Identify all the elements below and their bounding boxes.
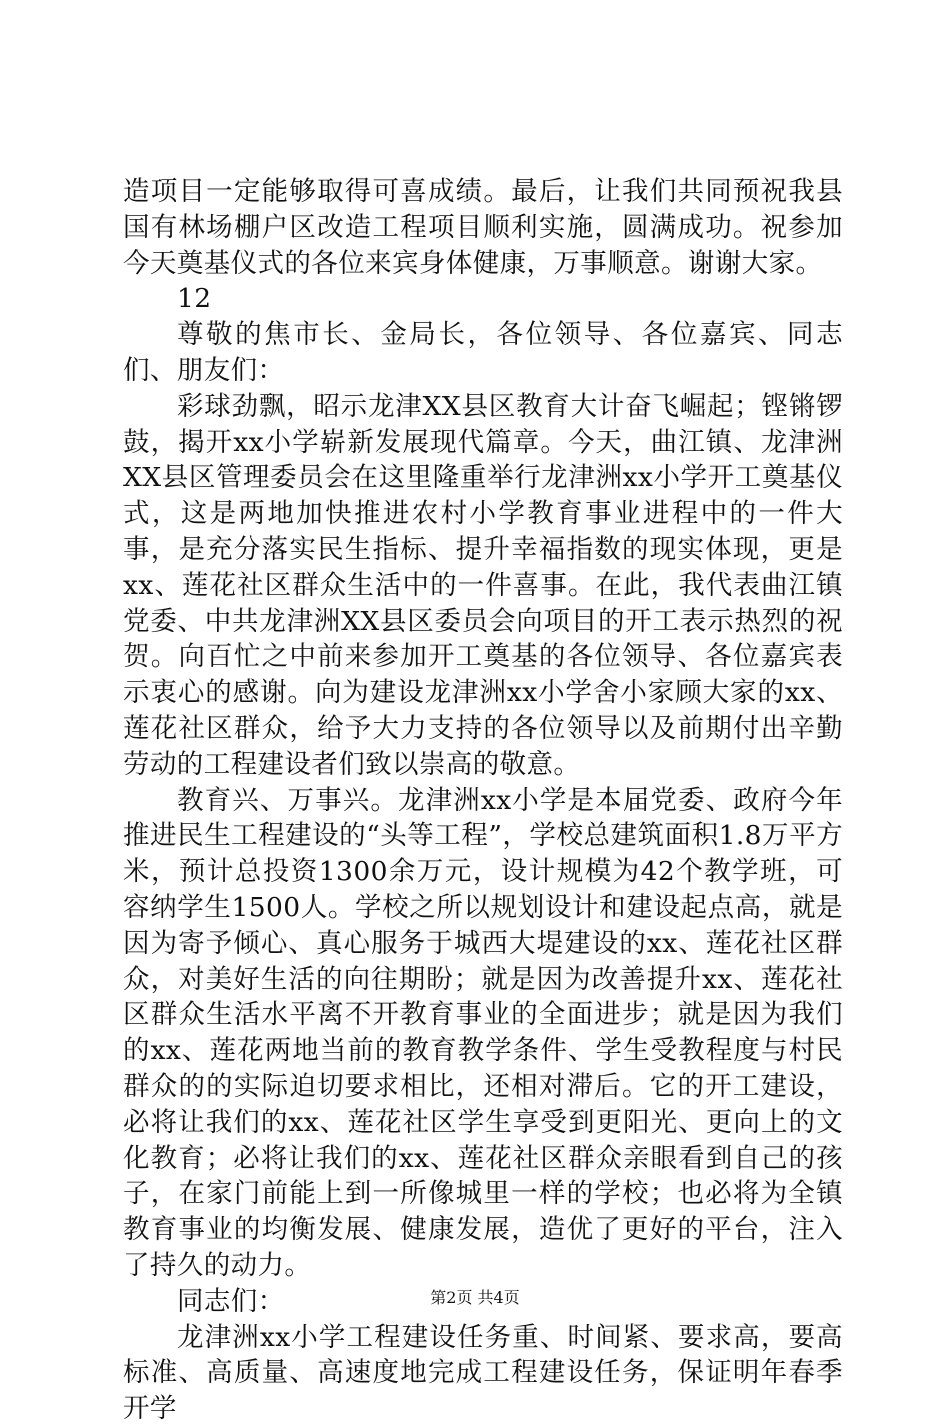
paragraph-closing: 造项目一定能够取得可喜成绩。最后，让我们共同预祝我县国有林场棚户区改造工程项目顺利实施，圆满成功。祝参加今天奠基仪式的各位来宾身体健康，万事顺意。谢谢大家。 [123, 176, 843, 279]
paragraph-opening: 彩球劲飘，昭示龙津XX县区教育大计奋飞崛起；铿锵锣鼓，揭开xx小学崭新发展现代篇章。今天，曲江镇、龙津洲XX县区管理委员会在这里隆重举行龙津洲xx小学开工奠基仪式，这是两地加快推进农村小学教育事业进程中的一件大事，是充分落实民生指标、提升幸福指数的现实体现，更是xx、莲花社区群众生活中的一件喜事。在此，我代表曲江镇党委、中共龙津洲XX县区委员会向项目的开工表示热烈的祝贺。向百忙之中前来参加开工奠基的各位领导、各位嘉宾表示衷心的感谢。向为建设龙津洲xx小学舍小家顾大家的xx、莲花社区群众，给予大力支持的各位领导以及前期付出辛勤劳动的工程建设者们致以崇高的敬意。 [123, 390, 843, 780]
paragraph-comrades: 同志们： [177, 1285, 285, 1317]
page-footer: 第2页 共4页 [430, 1288, 520, 1307]
document-body [123, 174, 843, 1427]
paragraph-tasks: 龙津洲xx小学工程建设任务重、时间紧、要求高，要高标准、高质量、高速度地完成工程建设任务，保证明年春季开学 [123, 1321, 843, 1425]
paragraph-salutation: 尊敬的焦市长、金局长，各位领导、各位嘉宾、同志们、朋友们： [123, 319, 843, 386]
paragraph-number: 12 [177, 283, 212, 315]
paragraph-education: 教育兴、万事兴。龙津洲xx小学是本届党委、政府今年推进民生工程建设的“头等工程”，学校总建筑面积1.8万平方米，预计总投资1300余万元，设计规模为42个教学班，可容纳学生1500人。学校之所以规划设计和建设起点高，就是因为寄予倾心、真心服务于城西大堤建设的xx、莲花社区群众，对美好生活的向往期盼；就是因为改善提升xx、莲花社区群众生活水平离不开教育事业的全面进步；就是因为我们的xx、莲花两地当前的教育教学条件、学生受教程度与村民群众的的实际迫切要求相比，还相对滞后。它的开工建设，必将让我们的xx、莲花社区学生享受到更阳光、更向上的文化教育；必将让我们的xx、莲花社区群众亲眼看到自己的孩子，在家门前能上到一所像城里一样的学校；也必将为全镇教育事业的均衡发展、健康发展，造优了更好的平台，注入了持久的动力。 [123, 784, 843, 1281]
